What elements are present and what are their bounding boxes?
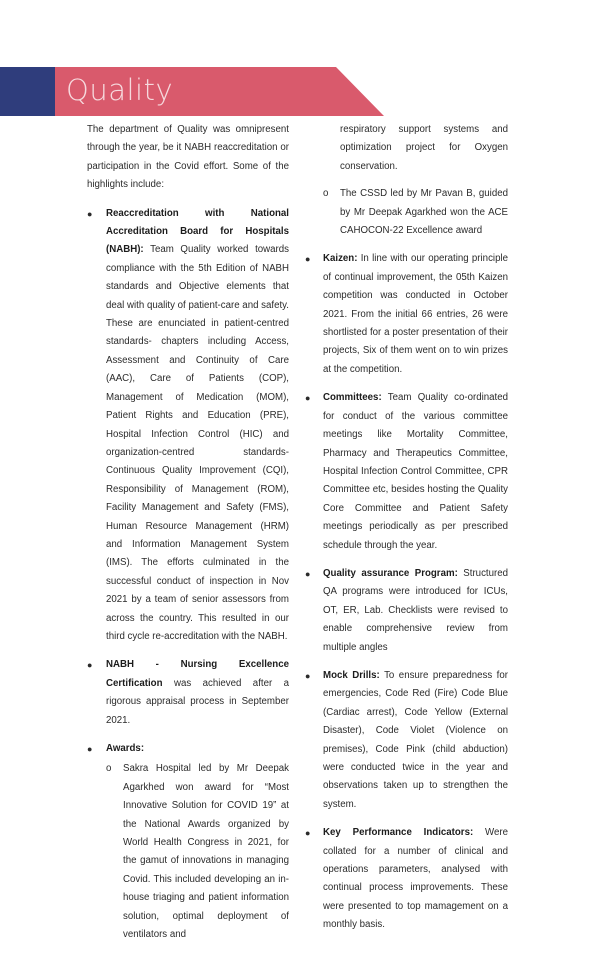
bullet-icon: ●	[305, 828, 311, 839]
item-heading: Quality assurance Program:	[323, 567, 458, 579]
bullet-icon: ●	[305, 568, 311, 579]
item-text: In line with our operating principle of continual improvement, the 05th Kaizen competition was conducted in October 2021. From the initial 66 entries, 26 were shortlisted for a poster presentation of their projects, Six of them went on to win prizes at the competition.	[323, 253, 508, 375]
award-text-part1: Sakra Hospital led by Mr Deepak Agarkhed won award for “Most Innovative Solution for COVID 19” at the National Awards organized by World Health Congress in 2021, for the gamut of innovations in managing Covid. This included developing an in-house triaging and patient information solution, optimal deployment of ventilators and	[123, 763, 289, 941]
item-heading: NABH - Nursing Excellence Certification	[106, 659, 289, 689]
item-text: Were collated for a number of clinical and operations parameters, analysed with continual process improvements. These were presented to top mamagement on a monthly basis.	[323, 827, 508, 931]
sub-list-item	[340, 121, 508, 176]
item-heading: Kaizen:	[323, 253, 358, 265]
circle-bullet-icon: o	[106, 763, 112, 775]
bullet-icon: ●	[87, 660, 93, 671]
item-heading: Awards:	[106, 743, 145, 754]
left-column	[87, 121, 289, 954]
item-text: was achieved after a rigorous appraisal process in September 2021.	[106, 677, 289, 726]
awards-sublist-continued	[323, 121, 508, 240]
list-item	[305, 250, 508, 379]
bullet-icon: ●	[305, 254, 311, 265]
intro-paragraph: The department of Quality was omnipresent through the year, be it NABH reaccreditation or participation in the Covid effort. Some of the highlights include:	[87, 124, 289, 191]
list-item	[305, 565, 508, 657]
section-banner	[0, 67, 384, 116]
page-title: Quality	[66, 73, 174, 107]
highlights-list-right	[305, 250, 508, 934]
sub-list-item	[106, 760, 289, 944]
list-item	[305, 667, 508, 814]
list-item	[305, 824, 508, 934]
bullet-icon: ●	[87, 208, 93, 219]
award-text: The CSSD led by Mr Pavan B, guided by Mr Deepak Agarkhed won the ACE CAHOCON-22 Excellence award	[340, 188, 508, 237]
item-heading: Mock Drills:	[323, 669, 380, 681]
item-text: To ensure preparedness for emergencies, Code Red (Fire) Code Blue (Cardiac arrest), Code Yellow (External Disaster), Code Violet (Violence on premises), Code Pink (child abduction) were conducted twice in the year and observations taken up to strengthen the system.	[323, 669, 508, 810]
awards-sublist	[106, 760, 289, 944]
circle-bullet-icon: o	[323, 188, 329, 200]
bullet-icon: ●	[305, 393, 311, 404]
right-column	[305, 121, 508, 945]
list-item	[87, 656, 289, 730]
item-heading: Key Performance Indicators:	[323, 827, 474, 839]
banner-navy-block	[0, 67, 55, 116]
bullet-icon: ●	[305, 670, 311, 681]
list-item	[305, 389, 508, 555]
bullet-icon: ●	[87, 744, 93, 754]
item-text: Team Quality co-ordinated for conduct of the various committee meetings like Mortality Committee, Pharmacy and Therapeutics Committee, Hospital Infection Control Committee, CPR Committee etc, besides hosting the Quality Core Committee and Patient Safety meetings periodically as per prescribed schedule through the year.	[323, 392, 508, 551]
list-item	[87, 205, 289, 647]
list-item	[87, 740, 289, 944]
item-heading: Reaccreditation with National Accreditation Board for Hospitals (NABH):	[106, 207, 289, 256]
highlights-list-left	[87, 205, 289, 945]
item-text: Structured QA programs were introduced for ICUs, OT, ER, Lab. Checklists were revised to enable comprehensive review from multiple angles	[323, 567, 508, 653]
award-text-part2: respiratory support systems and optimization project for Oxygen conservation.	[340, 124, 508, 172]
item-heading: Committees:	[323, 392, 382, 404]
sub-list-item	[323, 185, 508, 240]
item-text: Team Quality worked towards compliance with the 5th Edition of NABH standards and Objective elements that deal with quality of patient-care and safety. These are enunciated in patient-centred standards- chapters including Access, Assessment and Continuity of Care (AAC), Care of Patients (COP), Management of Medication (MOM), Patient Rights and Education (PRE), Hospital Infection Control (HIC) and organization-centred standards- Continuous Quality Improvement (CQI), Responsibility of Management (ROM), Facility Management and Safety (FMS), Human Resource Management (HRM) and Information Management System (IMS). The efforts culminated in the successful conduct of inspection in Nov 2021 by a team of senior assessors from across the country. This resulted in our third cycle re-accreditation with the NABH.	[106, 244, 289, 642]
